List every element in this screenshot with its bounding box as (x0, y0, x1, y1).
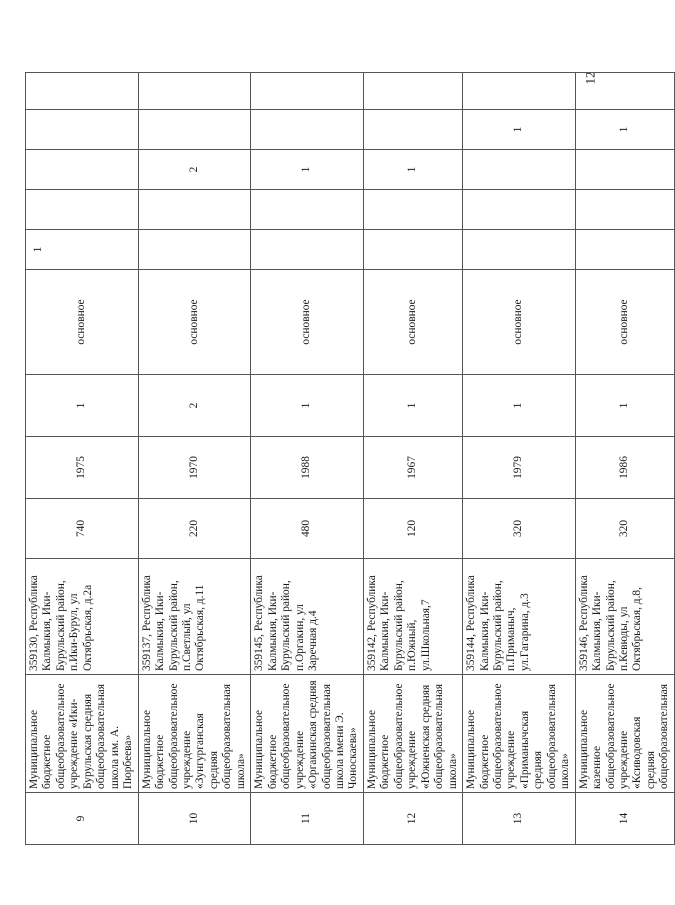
column-9-cell: 1 (363, 150, 462, 190)
capacity-cell: 120 (363, 499, 462, 559)
column-11-cell (138, 73, 251, 110)
address-cell: 359146, Республика Калмыкия, Ики-Бурульский район, п.Кевюды, ул Октябрьская, д.8, (575, 559, 674, 675)
building-type-cell: основное (26, 270, 139, 375)
capacity-cell: 480 (251, 499, 364, 559)
page-number: 12 (582, 71, 598, 85)
column-11-cell (463, 73, 576, 110)
row-number-cell: 12 (363, 793, 462, 845)
table-row (363, 73, 462, 845)
school-name-cell: Муниципальное бюджетное общеобразовательное учреждение «Ики-Бурульская средняя общеобразовательная школа им. А. Пюрбеева» (26, 675, 139, 793)
capacity-cell: 320 (575, 499, 674, 559)
address-cell: 359142, Республика Калмыкия, Ики-Бурульский район, п.Южный, ул.Школьная,7 (363, 559, 462, 675)
column-9-cell: 2 (138, 150, 251, 190)
column-8-cell (575, 190, 674, 230)
column-7-cell (463, 230, 576, 270)
column-7-cell (575, 230, 674, 270)
table-row (138, 73, 251, 845)
column-8-cell (251, 190, 364, 230)
building-type-cell: основное (138, 270, 251, 375)
column-8-cell (463, 190, 576, 230)
column-7-cell (251, 230, 364, 270)
year-cell: 1988 (251, 437, 364, 499)
year-cell: 1986 (575, 437, 674, 499)
column-7-cell: 1 (26, 230, 139, 270)
column-8-cell (363, 190, 462, 230)
table-row (26, 73, 139, 845)
column-10-cell (251, 110, 364, 150)
school-name-cell: Муниципальное бюджетное общеобразовательное учреждение «Оргакинская средняя общеобразовательная школа имени Э. Чоноскаева» (251, 675, 364, 793)
table-body (26, 73, 675, 845)
building-type-cell: основное (575, 270, 674, 375)
column-10-cell (363, 110, 462, 150)
column-9-cell (26, 150, 139, 190)
school-name-cell: Муниципальное бюджетное общеобразовательное учреждение «Южненская средняя общеобразовательная школа» (363, 675, 462, 793)
document-table-rotated (25, 73, 675, 845)
column-7-cell (138, 230, 251, 270)
column-8-cell (138, 190, 251, 230)
school-name-cell: Муниципальное казенное общеобразовательное учреждение «Ксиводовская средняя общеобразовательная (575, 675, 674, 793)
year-cell: 1979 (463, 437, 576, 499)
column-11-cell (363, 73, 462, 110)
address-cell: 359130, Республика Калмыкия, Ики-Бурульский район, п.Ики-Бурул, ул Октябрьская, д.2а (26, 559, 139, 675)
building-type-cell: основное (463, 270, 576, 375)
column-11-cell (251, 73, 364, 110)
building-type-cell: основное (363, 270, 462, 375)
buildings-cell: 1 (363, 375, 462, 437)
column-10-cell: 1 (463, 110, 576, 150)
row-number-cell: 11 (251, 793, 364, 845)
buildings-cell: 1 (26, 375, 139, 437)
capacity-cell: 320 (463, 499, 576, 559)
table-row (575, 73, 674, 845)
row-number-cell: 14 (575, 793, 674, 845)
school-name-cell: Муниципальное бюджетное общеобразовательное учреждение «Зунгурганская средняя общеобразовательная школа» (138, 675, 251, 793)
column-10-cell (26, 110, 139, 150)
column-8-cell (26, 190, 139, 230)
year-cell: 1967 (363, 437, 462, 499)
building-type-cell: основное (251, 270, 364, 375)
capacity-cell: 220 (138, 499, 251, 559)
buildings-cell: 1 (575, 375, 674, 437)
column-9-cell (463, 150, 576, 190)
capacity-cell: 740 (26, 499, 139, 559)
column-11-cell (575, 73, 674, 110)
buildings-cell: 1 (463, 375, 576, 437)
row-number-cell: 13 (463, 793, 576, 845)
column-10-cell: 1 (575, 110, 674, 150)
year-cell: 1970 (138, 437, 251, 499)
address-cell: 359145, Республика Калмыкия, Ики-Бурульский район, п.Оргакин, ул Заречная д.4 (251, 559, 364, 675)
column-9-cell (575, 150, 674, 190)
row-number-cell: 9 (26, 793, 139, 845)
address-cell: 359144, Республика Калмыкия, Ики-Бурульский район, п.Приманыч, ул.Гагарина, д.3 (463, 559, 576, 675)
table-row (251, 73, 364, 845)
row-number-cell: 10 (138, 793, 251, 845)
buildings-cell: 1 (251, 375, 364, 437)
column-7-cell (363, 230, 462, 270)
column-10-cell (138, 110, 251, 150)
school-name-cell: Муниципальное бюджетное общеобразовательное учреждение «Приманычская средняя общеобразовательная школа» (463, 675, 576, 793)
year-cell: 1975 (26, 437, 139, 499)
table-row (463, 73, 576, 845)
address-cell: 359137, Республика Калмыкия, Ики-Бурульский район, п.Светлый, ул Октябрьская, д.11 (138, 559, 251, 675)
schools-table (25, 72, 675, 845)
buildings-cell: 2 (138, 375, 251, 437)
column-9-cell: 1 (251, 150, 364, 190)
column-11-cell (26, 73, 139, 110)
